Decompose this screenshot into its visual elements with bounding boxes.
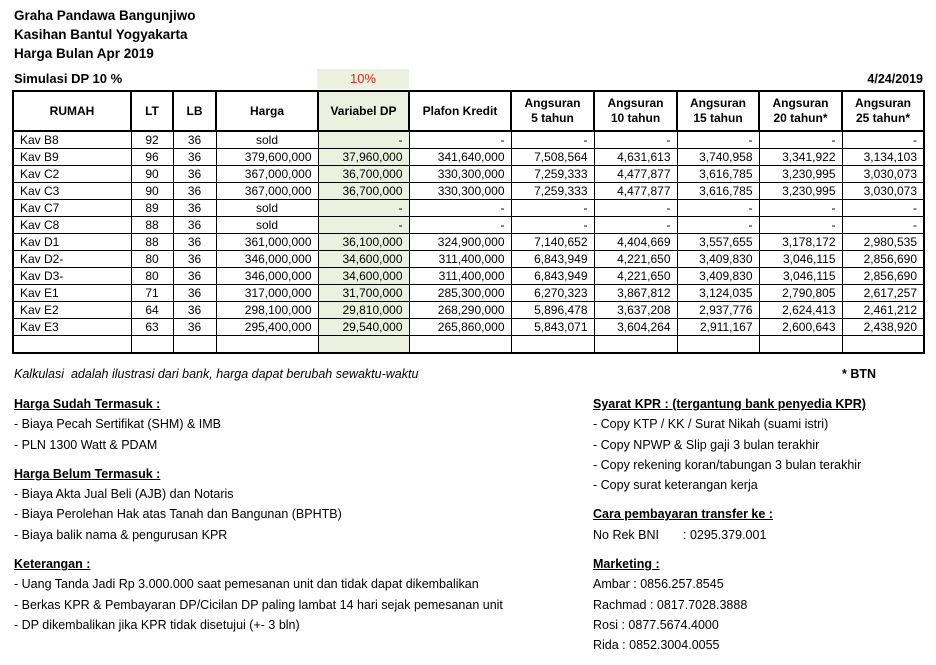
section-item: Rida : 0852.3004.0055	[593, 638, 720, 653]
column-header: LB	[173, 91, 216, 131]
doc-title: Graha Pandawa Bangunjiwo	[14, 8, 196, 23]
table-row	[13, 148, 924, 165]
table-cell: 3,230,995	[759, 165, 842, 182]
section-title: Harga Sudah Termasuk :	[14, 397, 161, 411]
column-header-line: 20 tahun*	[773, 111, 828, 125]
table-cell: Kav D1	[13, 233, 131, 250]
table-cell	[131, 335, 173, 353]
table-cell: 4,477,877	[594, 165, 677, 182]
table-cell: -	[677, 199, 759, 216]
header-row	[13, 91, 924, 131]
table-cell: 265,860,000	[409, 318, 511, 335]
table-row	[13, 318, 924, 335]
column-header-line: 15 tahun	[693, 111, 743, 125]
table-cell: 3,409,830	[677, 267, 759, 284]
column-header-line: 5 tahun	[531, 111, 574, 125]
table-cell: 3,341,922	[759, 148, 842, 165]
footer-right-column	[593, 394, 929, 665]
section-title: Harga Belum Termasuk :	[14, 466, 161, 481]
table-row	[13, 165, 924, 182]
table-cell: 285,300,000	[409, 284, 511, 301]
footer-section	[593, 504, 929, 545]
table-cell: 3,046,115	[759, 250, 842, 267]
table-cell: 346,000,000	[216, 267, 318, 284]
section-item: - Biaya Pecah Sertifikat (SHM) & IMB	[14, 417, 222, 432]
price-table	[12, 90, 925, 354]
table-cell: -	[759, 199, 842, 216]
dp-percent-cell: 10%	[317, 69, 409, 89]
table-cell: 317,000,000	[216, 284, 318, 301]
table-cell: 34,600,000	[318, 267, 409, 284]
table-cell: 36	[173, 131, 216, 148]
table-cell: 5,843,071	[511, 318, 594, 335]
table-cell	[409, 335, 511, 353]
table-cell: 36	[173, 199, 216, 216]
column-header-line: 25 tahun*	[855, 111, 910, 125]
table-cell: 2,911,167	[677, 318, 759, 335]
table-row	[13, 216, 924, 233]
table-cell: 6,843,949	[511, 267, 594, 284]
table-cell: 4,631,613	[594, 148, 677, 165]
table-row	[13, 301, 924, 318]
table-cell: 29,810,000	[318, 301, 409, 318]
column-header-line: Angsuran	[772, 96, 829, 110]
table-cell: 367,000,000	[216, 165, 318, 182]
footer-section	[593, 394, 929, 495]
table-cell: 34,600,000	[318, 250, 409, 267]
table-cell: 330,300,000	[409, 165, 511, 182]
table-cell: 36,700,000	[318, 182, 409, 199]
table-row	[13, 182, 924, 199]
table-cell: 330,300,000	[409, 182, 511, 199]
table-cell: sold	[216, 216, 318, 233]
table-cell: 63	[131, 318, 173, 335]
table-cell	[13, 335, 131, 353]
table-cell: 36	[173, 267, 216, 284]
table-cell: 37,960,000	[318, 148, 409, 165]
column-header-line: Angsuran	[524, 96, 581, 110]
table-cell: -	[409, 131, 511, 148]
table-cell: 2,461,212	[842, 301, 924, 318]
table-cell: 298,100,000	[216, 301, 318, 318]
table-cell: Kav C3	[13, 182, 131, 199]
table-cell: 3,046,115	[759, 267, 842, 284]
table-cell: 4,221,650	[594, 250, 677, 267]
table-cell: Kav E1	[13, 284, 131, 301]
section-item: - Biaya Akta Jual Beli (AJB) dan Notaris	[14, 487, 234, 502]
section-item: - Biaya balik nama & pengurusan KPR	[14, 527, 228, 542]
column-header	[594, 91, 677, 131]
section-item: Ambar : 0856.257.8545	[593, 577, 724, 592]
table-cell: -	[409, 216, 511, 233]
table-row	[13, 199, 924, 216]
column-header	[677, 91, 759, 131]
table-cell: 36	[173, 216, 216, 233]
section-item: - Copy NPWP & Slip gaji 3 bulan terakhir	[593, 437, 820, 452]
table-cell: -	[511, 131, 594, 148]
section-item	[593, 525, 929, 545]
table-row	[13, 233, 924, 250]
table-cell: 379,600,000	[216, 148, 318, 165]
footer-section	[14, 554, 589, 635]
table-cell: 36	[173, 284, 216, 301]
column-header-line: 10 tahun	[610, 111, 661, 125]
table-cell: -	[594, 199, 677, 216]
table-cell: 311,400,000	[409, 250, 511, 267]
table-cell: -	[318, 131, 409, 148]
price-table-body	[13, 131, 924, 353]
table-cell: 64	[131, 301, 173, 318]
table-cell: 88	[131, 216, 173, 233]
doc-subtitle-location: Kasihan Bantul Yogyakarta	[14, 27, 188, 42]
table-cell: 3,030,073	[842, 182, 924, 199]
table-cell: 29,540,000	[318, 318, 409, 335]
table-cell: 2,790,805	[759, 284, 842, 301]
table-cell: 36,700,000	[318, 165, 409, 182]
table-cell: 3,867,812	[594, 284, 677, 301]
section-title: Syarat KPR : (tergantung bank penyedia KPR)	[593, 397, 866, 411]
table-cell: 367,000,000	[216, 182, 318, 199]
table-cell: 361,000,000	[216, 233, 318, 250]
column-header-line: Angsuran	[689, 96, 746, 110]
column-header: LT	[131, 91, 173, 131]
table-cell: 36	[173, 318, 216, 335]
table-cell: 3,616,785	[677, 182, 759, 199]
table-cell: -	[677, 216, 759, 233]
table-cell: 7,508,564	[511, 148, 594, 165]
table-cell: 311,400,000	[409, 267, 511, 284]
column-header-line: Angsuran	[607, 96, 664, 110]
table-cell: 90	[131, 165, 173, 182]
table-note: Kalkulasi adalah ilustrasi dari bank, harga dapat berubah sewaktu-waktu	[14, 367, 419, 381]
column-header	[759, 91, 842, 131]
table-cell: 324,900,000	[409, 233, 511, 250]
table-cell: -	[318, 199, 409, 216]
column-header-line: Angsuran	[854, 96, 911, 110]
table-cell: 3,740,958	[677, 148, 759, 165]
doc-subtitle-month: Harga Bulan Apr 2019	[14, 46, 154, 61]
table-cell: Kav C8	[13, 216, 131, 233]
table-cell: 341,640,000	[409, 148, 511, 165]
table-cell: 36	[173, 165, 216, 182]
table-cell: 2,980,535	[842, 233, 924, 250]
table-cell: 2,624,413	[759, 301, 842, 318]
table-cell: -	[842, 131, 924, 148]
table-cell: 2,617,257	[842, 284, 924, 301]
section-item: Rosi : 0877.5674.4000	[593, 617, 719, 632]
table-cell: 4,404,669	[594, 233, 677, 250]
rek-value: : 0295.379.001	[683, 527, 767, 542]
table-cell	[759, 335, 842, 353]
table-cell: 2,856,690	[842, 250, 924, 267]
btn-footnote: * BTN	[842, 367, 877, 381]
table-cell: 6,270,323	[511, 284, 594, 301]
table-cell: 2,600,643	[759, 318, 842, 335]
footer-left-column	[14, 394, 589, 644]
column-header: RUMAH	[13, 91, 131, 131]
table-cell: 71	[131, 284, 173, 301]
table-row	[13, 131, 924, 148]
price-table-head	[13, 91, 924, 131]
table-cell: 3,124,035	[677, 284, 759, 301]
table-cell: 36	[173, 148, 216, 165]
section-item: - Berkas KPR & Pembayaran DP/Cicilan DP paling lambat 14 hari sejak pemesanan unit	[14, 597, 503, 612]
blank-row	[13, 335, 924, 353]
table-cell: 268,290,000	[409, 301, 511, 318]
table-cell: Kav D2-	[13, 250, 131, 267]
table-cell: 3,637,208	[594, 301, 677, 318]
table-cell: 3,230,995	[759, 182, 842, 199]
table-cell: 96	[131, 148, 173, 165]
table-cell: 3,134,103	[842, 148, 924, 165]
table-cell: Kav C7	[13, 199, 131, 216]
section-item: - DP dikembalikan jika KPR tidak disetujui (+- 3 bln)	[14, 617, 300, 632]
table-cell: 36	[173, 182, 216, 199]
table-cell: 92	[131, 131, 173, 148]
table-cell: -	[594, 216, 677, 233]
section-item: - PLN 1300 Watt & PDAM	[14, 437, 158, 452]
table-cell	[842, 335, 924, 353]
footer-section	[593, 554, 929, 655]
table-row	[13, 250, 924, 267]
table-row	[13, 284, 924, 301]
table-cell: 4,477,877	[594, 182, 677, 199]
table-cell: sold	[216, 131, 318, 148]
table-cell	[173, 335, 216, 353]
table-cell: 5,896,478	[511, 301, 594, 318]
section-item: - Biaya Perolehan Hak atas Tanah dan Bangunan (BPHTB)	[14, 507, 342, 522]
table-cell: Kav C2	[13, 165, 131, 182]
table-cell	[677, 335, 759, 353]
table-cell: -	[677, 131, 759, 148]
table-cell: Kav E3	[13, 318, 131, 335]
table-cell: 346,000,000	[216, 250, 318, 267]
section-item: - Copy KTP / KK / Surat Nikah (suami istri)	[593, 417, 829, 432]
table-cell: 3,557,655	[677, 233, 759, 250]
footer-section	[14, 394, 589, 455]
table-cell: -	[511, 216, 594, 233]
table-cell: Kav B9	[13, 148, 131, 165]
table-cell: 36	[173, 250, 216, 267]
column-header: Harga	[216, 91, 318, 131]
table-cell: 89	[131, 199, 173, 216]
table-cell: 2,937,776	[677, 301, 759, 318]
column-header: Variabel DP	[318, 91, 409, 131]
table-cell: 4,221,650	[594, 267, 677, 284]
section-item: - Copy rekening koran/tabungan 3 bulan terakhir	[593, 457, 862, 472]
table-cell	[216, 335, 318, 353]
table-cell: 88	[131, 233, 173, 250]
footer-section	[14, 464, 589, 545]
table-cell: 3,178,172	[759, 233, 842, 250]
section-title: Cara pembayaran transfer ke :	[593, 507, 773, 522]
column-header: Plafon Kredit	[409, 91, 511, 131]
table-cell: 2,438,920	[842, 318, 924, 335]
table-cell: 3,604,264	[594, 318, 677, 335]
table-cell	[511, 335, 594, 353]
section-item: Rachmad : 0817.7028.3888	[593, 597, 748, 612]
table-cell: 7,140,652	[511, 233, 594, 250]
table-cell: -	[318, 216, 409, 233]
simulation-dp-label: Simulasi DP 10 %	[14, 71, 123, 86]
table-cell: -	[759, 131, 842, 148]
table-cell: -	[842, 216, 924, 233]
table-cell: 6,843,949	[511, 250, 594, 267]
table-cell: sold	[216, 199, 318, 216]
table-cell: -	[759, 216, 842, 233]
table-cell: -	[511, 199, 594, 216]
table-cell: 36,100,000	[318, 233, 409, 250]
column-header	[511, 91, 594, 131]
table-cell: 36	[173, 301, 216, 318]
table-cell: Kav D3-	[13, 267, 131, 284]
table-cell: 80	[131, 267, 173, 284]
section-title: Marketing :	[593, 557, 660, 572]
table-cell: 3,030,073	[842, 165, 924, 182]
table-cell: -	[842, 199, 924, 216]
table-cell: 36	[173, 233, 216, 250]
section-item: - Uang Tanda Jadi Rp 3.000.000 saat pemesanan unit dan tidak dapat dikembalikan	[14, 577, 479, 592]
table-cell: 7,259,333	[511, 165, 594, 182]
section-title: Keterangan :	[14, 557, 91, 572]
document-header	[14, 6, 196, 63]
table-row	[13, 267, 924, 284]
rek-label: No Rek BNI	[593, 527, 659, 542]
table-cell: -	[409, 199, 511, 216]
table-cell: 3,616,785	[677, 165, 759, 182]
doc-date: 4/24/2019	[867, 72, 923, 86]
table-cell	[594, 335, 677, 353]
table-cell: 7,259,333	[511, 182, 594, 199]
table-cell: 3,409,830	[677, 250, 759, 267]
table-cell: Kav B8	[13, 131, 131, 148]
table-cell: 80	[131, 250, 173, 267]
table-cell: 90	[131, 182, 173, 199]
column-header	[842, 91, 924, 131]
table-cell: -	[594, 131, 677, 148]
table-cell: Kav E2	[13, 301, 131, 318]
table-cell: 2,856,690	[842, 267, 924, 284]
table-cell	[318, 335, 409, 353]
section-item: - Copy surat keterangan kerja	[593, 478, 758, 493]
table-cell: 31,700,000	[318, 284, 409, 301]
table-cell: 295,400,000	[216, 318, 318, 335]
